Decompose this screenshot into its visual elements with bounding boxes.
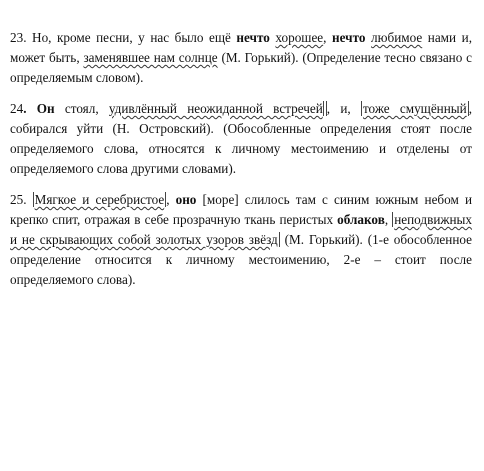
text-segment: , собирался уйти (Н. Островский). (Обособленные определения стоят после определяемого слова, относятся к личному местоимению и отделены от определяемого слова другими словами). xyxy=(10,101,473,176)
text-segment: , xyxy=(323,30,333,45)
paragraph-25 xyxy=(10,190,472,290)
wavy-underlined-word: любимое xyxy=(371,30,423,45)
bold-word: оно xyxy=(175,192,197,207)
text-segment: (М. Горький). (Определение тесно связано с определяемым словом). xyxy=(10,50,472,85)
wavy-underlined-phrase: удивлённый неожиданной встречей xyxy=(108,101,323,116)
bold-dot: . xyxy=(23,101,27,116)
wavy-underlined-phrase: тоже смущённый xyxy=(362,101,467,116)
item-number: 25. xyxy=(10,192,27,207)
text-segment: нами и, может быть, xyxy=(10,30,472,65)
text-segment: Но, кроме песни, у нас было ещё xyxy=(26,30,237,45)
bold-word: облаков xyxy=(337,212,385,227)
text-segment: [море] слилось там с синим южным небом и крепко спит, отражая в себе прозрачную ткань перистых xyxy=(10,192,472,227)
paragraph-23 xyxy=(10,28,472,88)
document-body xyxy=(10,28,472,301)
text-segment: , и, xyxy=(326,101,361,116)
bold-word: нечто xyxy=(236,30,270,45)
text-segment: , xyxy=(166,192,176,207)
wavy-underlined-word: хорошее xyxy=(275,30,324,45)
text-segment: стоял, xyxy=(54,101,109,116)
item-number: 23. xyxy=(10,30,27,45)
wavy-underlined-phrase: заменявшее нам солнце xyxy=(83,50,218,65)
bold-word: нечто xyxy=(332,30,366,45)
item-number: 24 xyxy=(10,101,24,116)
text-segment: (М. Горький). (1-е обособленное определение относится к личному местоимению, 2-е – стоит после определяемого слова). xyxy=(10,232,473,287)
wavy-underlined-phrase: неподвижных и не скрывающих собой золотых узоров звёзд xyxy=(10,212,473,247)
paragraph-24 xyxy=(10,99,472,179)
text-segment xyxy=(26,192,32,207)
text-segment: , xyxy=(384,212,393,227)
wavy-underlined-phrase: Мягкое и серебристое xyxy=(34,192,165,207)
bold-word: Он xyxy=(36,101,55,116)
